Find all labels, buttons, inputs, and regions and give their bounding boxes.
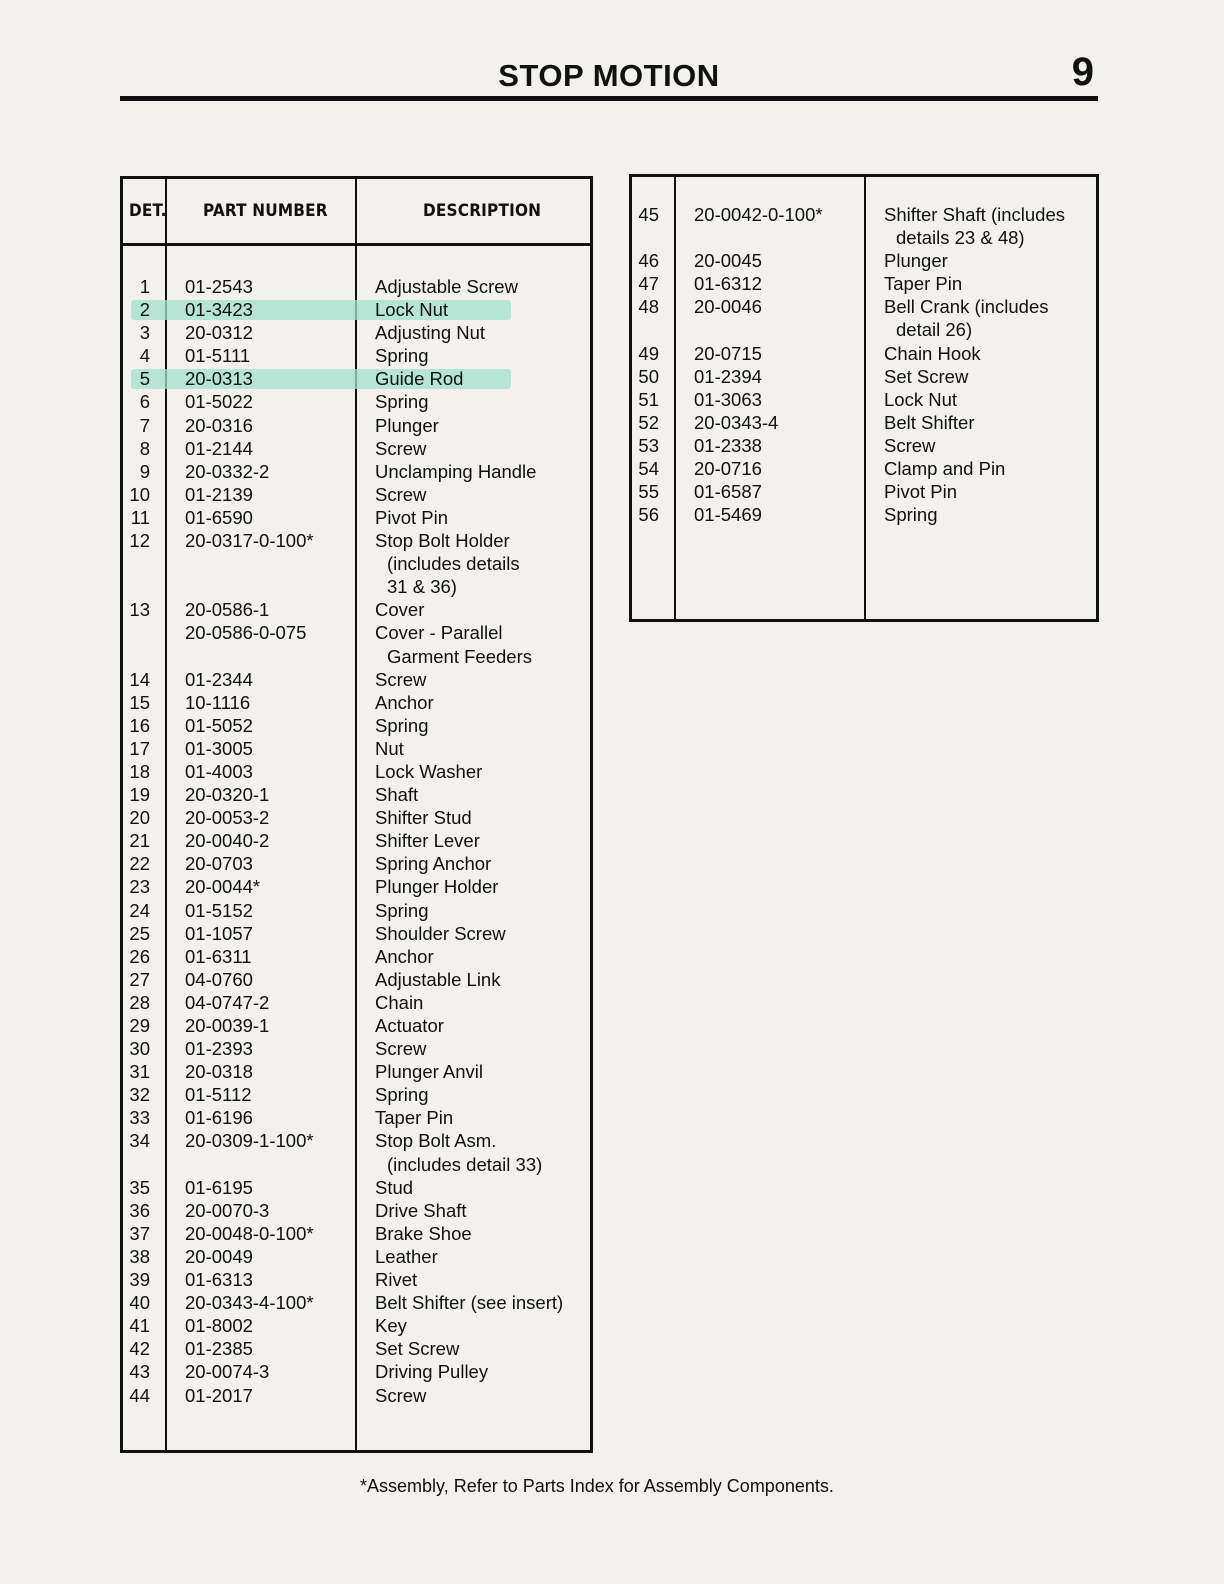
det-number: 22 xyxy=(129,853,150,875)
part-number: 01-5022 xyxy=(185,391,253,413)
table-row xyxy=(123,1222,590,1245)
part-number: 20-0040-2 xyxy=(185,830,270,852)
part-number: 20-0312 xyxy=(185,322,253,344)
det-number: 56 xyxy=(638,504,659,526)
part-description: Plunger xyxy=(884,250,948,272)
part-number: 20-0053-2 xyxy=(185,807,270,829)
part-description: Lock Nut xyxy=(884,388,958,410)
table-row xyxy=(123,899,590,922)
part-description: Driving Pulley xyxy=(375,1361,489,1383)
part-number: 20-0042-0-100* xyxy=(694,204,823,225)
det-number: 4 xyxy=(139,345,150,367)
det-number: 31 xyxy=(129,1061,150,1083)
det-number: 6 xyxy=(139,391,150,413)
part-number: 01-6196 xyxy=(185,1107,253,1129)
page-number: 9 xyxy=(1071,50,1094,94)
part-number: 01-8002 xyxy=(185,1315,253,1337)
det-number: 15 xyxy=(129,691,150,713)
table-row xyxy=(123,760,590,783)
part-description: Adjustable Screw xyxy=(375,276,518,297)
det-number: 51 xyxy=(638,388,659,410)
part-number: 01-5052 xyxy=(185,714,253,736)
table-row xyxy=(123,691,590,714)
det-number: 27 xyxy=(129,968,150,990)
part-number: 20-0703 xyxy=(185,853,253,875)
table-row xyxy=(123,1245,590,1268)
table-row xyxy=(123,714,590,737)
part-number: 20-0070-3 xyxy=(185,1199,270,1221)
part-number: 20-0045 xyxy=(694,250,762,272)
det-number: 9 xyxy=(139,460,150,482)
part-description: Belt Shifter xyxy=(884,411,975,433)
det-number: 13 xyxy=(129,599,150,621)
table-row xyxy=(123,1106,590,1129)
table-row xyxy=(632,342,1096,365)
part-description: Lock Nut xyxy=(375,299,449,321)
table-row xyxy=(123,922,590,945)
table-row xyxy=(123,783,590,806)
part-description: Taper Pin xyxy=(375,1107,454,1129)
part-description: (includes details xyxy=(387,553,520,575)
part-description: Stop Bolt Asm. xyxy=(375,1130,497,1152)
part-number: 20-0074-3 xyxy=(185,1361,270,1383)
part-description: Unclamping Handle xyxy=(375,460,537,482)
table-row xyxy=(632,388,1096,411)
det-number: 38 xyxy=(129,1245,150,1267)
det-number: 18 xyxy=(129,760,150,782)
part-number: 01-6590 xyxy=(185,506,253,528)
part-description: Screw xyxy=(375,1038,427,1060)
table-row xyxy=(632,226,1096,249)
part-number: 20-0044* xyxy=(185,876,261,898)
part-description: Pivot Pin xyxy=(884,481,958,503)
det-number: 21 xyxy=(129,830,150,852)
part-number: 01-2543 xyxy=(185,276,253,297)
det-number: 8 xyxy=(139,437,150,459)
table-row xyxy=(123,483,590,506)
det-number: 24 xyxy=(129,899,150,921)
part-number: 01-6312 xyxy=(694,273,762,295)
table-body xyxy=(123,275,590,1407)
table-row xyxy=(123,1268,590,1291)
table-row xyxy=(123,806,590,829)
table-row xyxy=(632,503,1096,526)
part-description: Stop Bolt Holder xyxy=(375,530,510,552)
table-row xyxy=(632,480,1096,503)
part-description: details 23 & 48) xyxy=(896,227,1025,249)
det-number: 55 xyxy=(638,481,659,503)
det-number: 37 xyxy=(129,1222,150,1244)
det-number: 25 xyxy=(129,922,150,944)
table-row xyxy=(123,829,590,852)
part-description: Screw xyxy=(375,437,427,459)
part-number: 01-2139 xyxy=(185,483,253,505)
table-row xyxy=(123,414,590,437)
part-number: 20-0586-0-075 xyxy=(185,622,307,644)
part-number: 20-0318 xyxy=(185,1061,253,1083)
det-number: 42 xyxy=(129,1338,150,1360)
det-number: 11 xyxy=(130,506,150,528)
det-number: 10 xyxy=(129,483,150,505)
table-row xyxy=(123,367,590,390)
part-number: 20-0046 xyxy=(694,296,762,318)
part-description: Belt Shifter (see insert) xyxy=(375,1292,564,1314)
det-number: 49 xyxy=(638,342,659,364)
det-number: 44 xyxy=(129,1384,150,1406)
table-row xyxy=(123,1153,590,1176)
part-number: 01-5469 xyxy=(694,504,762,526)
part-number: 20-0049 xyxy=(185,1245,253,1267)
det-number: 30 xyxy=(129,1038,150,1060)
table-row xyxy=(123,737,590,760)
part-description: Actuator xyxy=(375,1015,444,1036)
part-description: Bell Crank (includes xyxy=(884,296,1049,318)
table-row xyxy=(123,1176,590,1199)
part-number: 01-5112 xyxy=(185,1084,252,1106)
det-number: 29 xyxy=(129,1015,150,1036)
part-number: 01-2394 xyxy=(694,365,762,387)
table-row xyxy=(123,1384,590,1407)
det-number: 46 xyxy=(638,250,659,272)
footnote: *Assembly, Refer to Parts Index for Assembly Components. xyxy=(360,1476,834,1496)
page-title: STOP MOTION xyxy=(498,58,720,93)
table-row xyxy=(123,1129,590,1152)
header-det: DET. xyxy=(129,201,167,221)
part-number: 01-6311 xyxy=(185,945,252,967)
det-number: 43 xyxy=(129,1361,150,1383)
part-description: Spring xyxy=(375,1084,429,1106)
table-row xyxy=(632,434,1096,457)
det-number: 32 xyxy=(129,1084,150,1106)
part-number: 01-2144 xyxy=(185,437,253,459)
table-body xyxy=(632,203,1096,526)
table-row xyxy=(123,275,590,298)
part-number: 01-2385 xyxy=(185,1338,253,1360)
det-number: 16 xyxy=(129,714,150,736)
table-row xyxy=(632,249,1096,272)
det-number: 19 xyxy=(129,784,150,806)
part-description: Cover xyxy=(375,599,425,621)
table-row xyxy=(123,1337,590,1360)
part-description: Anchor xyxy=(375,691,434,713)
part-number: 01-2393 xyxy=(185,1038,253,1060)
part-number: 01-1057 xyxy=(185,922,253,944)
part-number: 20-0039-1 xyxy=(185,1015,270,1036)
part-description: Shifter Stud xyxy=(375,807,472,829)
part-description: Chain xyxy=(375,991,424,1013)
det-number: 36 xyxy=(129,1199,150,1221)
part-number: 01-6313 xyxy=(185,1269,253,1291)
part-description: Key xyxy=(375,1315,407,1337)
table-row xyxy=(632,411,1096,434)
det-number: 28 xyxy=(129,991,150,1013)
det-number: 34 xyxy=(129,1130,150,1152)
table-row xyxy=(632,295,1096,318)
part-number: 20-0586-1 xyxy=(185,599,270,621)
part-description: Shoulder Screw xyxy=(375,922,506,944)
table-row xyxy=(123,344,590,367)
det-number: 39 xyxy=(129,1269,150,1291)
part-number: 20-0332-2 xyxy=(185,460,270,482)
det-number: 54 xyxy=(638,458,659,480)
det-number: 40 xyxy=(129,1292,150,1314)
part-description: Rivet xyxy=(375,1269,418,1291)
det-number: 17 xyxy=(129,737,150,759)
table-row xyxy=(123,968,590,991)
table-row xyxy=(632,272,1096,295)
part-description: Shifter Lever xyxy=(375,830,480,852)
part-description: Cover - Parallel xyxy=(375,622,503,644)
det-number: 45 xyxy=(638,204,659,225)
parts-table-right xyxy=(629,174,1099,622)
part-number: 20-0048-0-100* xyxy=(185,1222,314,1244)
table-row xyxy=(123,1060,590,1083)
table-row xyxy=(123,598,590,621)
part-number: 20-0320-1 xyxy=(185,784,270,806)
parts-table-left xyxy=(120,176,593,1453)
part-number: 20-0313 xyxy=(185,368,253,390)
part-description: Adjustable Link xyxy=(375,968,501,990)
det-number: 14 xyxy=(129,668,150,690)
part-description: Stud xyxy=(375,1176,414,1198)
det-number: 5 xyxy=(139,368,150,390)
table-row xyxy=(123,945,590,968)
table-row xyxy=(123,1199,590,1222)
table-row xyxy=(123,991,590,1014)
part-description: Shifter Shaft (includes xyxy=(884,204,1065,225)
table-row xyxy=(123,460,590,483)
part-number: 20-0317-0-100* xyxy=(185,530,314,552)
det-number: 2 xyxy=(139,299,150,321)
det-number: 52 xyxy=(638,411,659,433)
det-number: 50 xyxy=(638,365,659,387)
part-description: Screw xyxy=(884,434,936,456)
table-row xyxy=(632,318,1096,341)
det-number: 41 xyxy=(129,1315,150,1337)
part-description: Plunger Holder xyxy=(375,876,499,898)
part-number: 01-3423 xyxy=(185,299,253,321)
part-description: Spring xyxy=(375,714,429,736)
part-description: Spring xyxy=(375,391,429,413)
part-description: Screw xyxy=(375,1384,427,1406)
part-description: Spring Anchor xyxy=(375,853,492,875)
part-description: 31 & 36) xyxy=(387,576,457,598)
table-row xyxy=(632,457,1096,480)
part-description: Adjusting Nut xyxy=(375,322,486,344)
part-description: Screw xyxy=(375,483,427,505)
det-number: 33 xyxy=(129,1107,150,1129)
det-number: 7 xyxy=(139,414,150,436)
part-number: 01-2338 xyxy=(694,434,762,456)
part-number: 10-1116 xyxy=(185,691,251,713)
table-row xyxy=(123,645,590,668)
part-description: Set Screw xyxy=(884,365,969,387)
table-row xyxy=(123,1037,590,1060)
table-row xyxy=(123,575,590,598)
part-description: Screw xyxy=(375,668,427,690)
part-description: Set Screw xyxy=(375,1338,460,1360)
table-row xyxy=(123,1014,590,1037)
part-description: Brake Shoe xyxy=(375,1222,472,1244)
part-number: 20-0343-4-100* xyxy=(185,1292,314,1314)
det-number: 1 xyxy=(139,276,150,297)
part-description: Taper Pin xyxy=(884,273,963,295)
table-header xyxy=(123,179,590,246)
det-number: 35 xyxy=(129,1176,150,1198)
table-row xyxy=(123,437,590,460)
table-row xyxy=(123,1291,590,1314)
det-number: 53 xyxy=(638,434,659,456)
header-description: DESCRIPTION xyxy=(423,201,542,221)
part-number: 04-0747-2 xyxy=(185,991,270,1013)
part-description: Leather xyxy=(375,1245,438,1267)
table-row xyxy=(123,298,590,321)
part-description: (includes detail 33) xyxy=(387,1153,543,1175)
table-row xyxy=(123,1314,590,1337)
part-description: Clamp and Pin xyxy=(884,458,1006,480)
table-row xyxy=(123,621,590,644)
part-number: 01-6587 xyxy=(694,481,762,503)
table-row xyxy=(123,875,590,898)
table-row xyxy=(123,1083,590,1106)
part-number: 01-3005 xyxy=(185,737,253,759)
part-description: Chain Hook xyxy=(884,342,981,364)
table-row xyxy=(123,668,590,691)
det-number: 26 xyxy=(129,945,150,967)
part-description: Garment Feeders xyxy=(387,645,532,667)
table-row xyxy=(123,506,590,529)
table-row xyxy=(123,852,590,875)
part-number: 20-0316 xyxy=(185,414,253,436)
part-number: 01-5152 xyxy=(185,899,253,921)
part-description: Pivot Pin xyxy=(375,506,449,528)
det-number: 47 xyxy=(638,273,659,295)
part-number: 20-0716 xyxy=(694,458,762,480)
table-row xyxy=(123,321,590,344)
part-number: 20-0343-4 xyxy=(694,411,779,433)
part-number: 01-3063 xyxy=(694,388,762,410)
table-row xyxy=(632,203,1096,226)
part-number: 01-5111 xyxy=(185,345,251,367)
part-number: 01-4003 xyxy=(185,760,253,782)
part-number: 01-2017 xyxy=(185,1384,253,1406)
det-number: 12 xyxy=(129,530,150,552)
part-description: Guide Rod xyxy=(375,368,464,390)
det-number: 23 xyxy=(129,876,150,898)
table-row xyxy=(123,1360,590,1383)
part-description: Spring xyxy=(375,345,429,367)
part-number: 01-6195 xyxy=(185,1176,253,1198)
table-row xyxy=(123,552,590,575)
part-number: 01-2344 xyxy=(185,668,253,690)
table-row xyxy=(123,390,590,413)
header-part-number: PART NUMBER xyxy=(203,201,328,221)
det-number: 20 xyxy=(129,807,150,829)
part-description: detail 26) xyxy=(896,319,973,341)
part-description: Anchor xyxy=(375,945,434,967)
part-description: Spring xyxy=(375,899,429,921)
part-description: Plunger Anvil xyxy=(375,1061,483,1083)
det-number: 48 xyxy=(638,296,659,318)
part-description: Plunger xyxy=(375,414,439,436)
det-number: 3 xyxy=(139,322,150,344)
part-number: 20-0715 xyxy=(694,342,762,364)
part-description: Lock Washer xyxy=(375,760,483,782)
part-description: Drive Shaft xyxy=(375,1199,467,1221)
table-row xyxy=(632,365,1096,388)
title-rule xyxy=(120,96,1098,101)
part-description: Shaft xyxy=(375,784,419,806)
table-row xyxy=(123,529,590,552)
part-number: 04-0760 xyxy=(185,968,253,990)
part-number: 20-0309-1-100* xyxy=(185,1130,314,1152)
part-description: Nut xyxy=(375,737,404,759)
part-description: Spring xyxy=(884,504,938,526)
